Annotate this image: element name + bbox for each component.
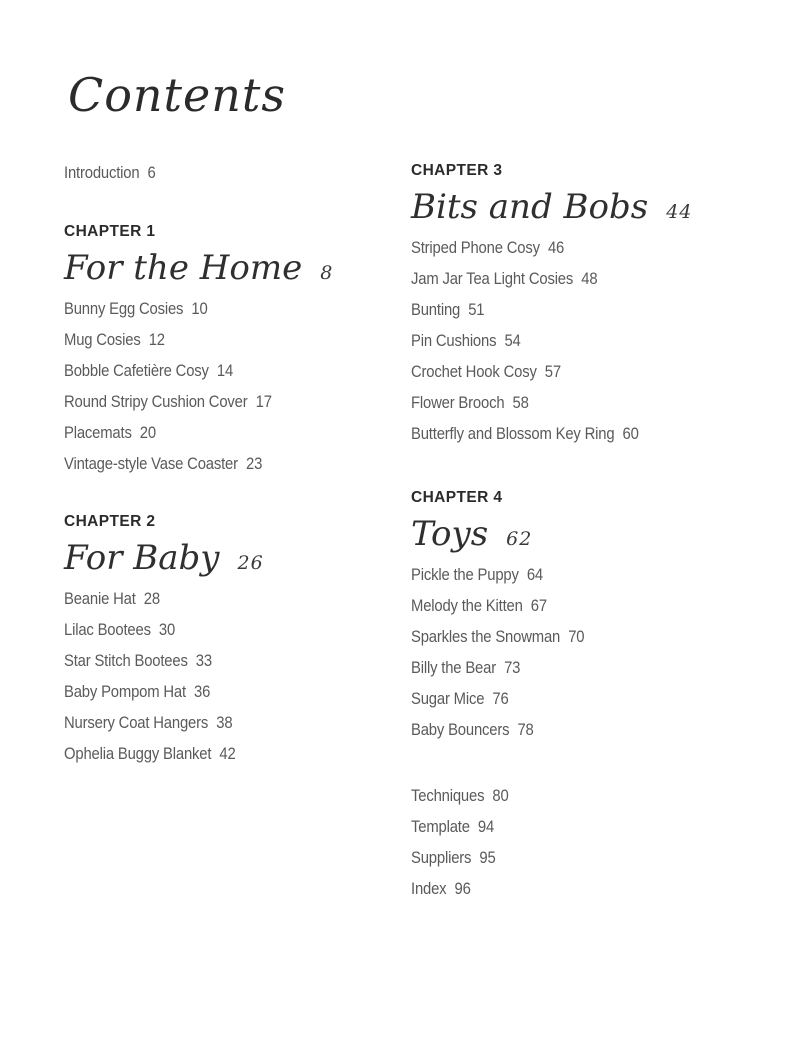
toc-entry-page: 73 — [504, 659, 521, 677]
toc-entry-page: 20 — [139, 424, 156, 442]
chapter-title-page: 8 — [320, 262, 334, 284]
toc-entry-label: Baby Pompom Hat — [64, 683, 186, 701]
toc-entry-label: Sugar Mice — [411, 690, 485, 708]
toc-entry-label: Beanie Hat — [64, 590, 136, 608]
chapter-title-page: 44 — [666, 201, 693, 223]
toc-entry-index — [411, 874, 717, 905]
chapter-2-label: CHAPTER 2 — [64, 513, 156, 530]
chapter-title-page: 26 — [237, 552, 264, 574]
toc-entry — [64, 677, 352, 708]
toc-entry-page: 57 — [544, 363, 561, 381]
toc-entry — [64, 325, 352, 356]
toc-entry-suppliers — [411, 843, 717, 874]
toc-entry — [411, 560, 717, 591]
contents-right-column — [411, 158, 751, 905]
toc-entry-page: 28 — [143, 590, 160, 608]
chapter-2-items — [64, 584, 384, 770]
toc-entry-page: 76 — [492, 690, 509, 708]
toc-entry — [64, 449, 352, 480]
chapter-title-text: Bits and Bobs — [411, 187, 649, 227]
toc-entry-techniques — [411, 781, 717, 812]
toc-entry-page: 60 — [622, 425, 639, 443]
toc-entry-page: 54 — [504, 332, 521, 350]
toc-entry-label: Index — [411, 880, 447, 898]
toc-entry-label: Lilac Bootees — [64, 621, 151, 639]
toc-entry-label: Sparkles the Snowman — [411, 628, 561, 646]
toc-entry-label: Bobble Cafetière Cosy — [64, 362, 209, 380]
chapter-1-section — [64, 222, 384, 480]
chapter-1-label: CHAPTER 1 — [64, 223, 156, 240]
toc-entry-page: 51 — [468, 301, 485, 319]
chapter-title-text: For the Home — [64, 248, 303, 288]
toc-entry — [411, 653, 717, 684]
chapter-1-title — [64, 242, 384, 294]
toc-entry-page: 6 — [147, 164, 156, 182]
toc-entry-label: Placemats — [64, 424, 132, 442]
toc-entry-label: Vintage-style Vase Coaster — [64, 455, 238, 473]
chapter-title-text: For Baby — [64, 538, 220, 578]
chapter-title-text: Toys — [411, 514, 489, 554]
chapter-1-items — [64, 294, 384, 480]
toc-entry-label: Striped Phone Cosy — [411, 239, 540, 257]
toc-entry-page: 46 — [547, 239, 565, 257]
toc-entry — [411, 715, 717, 746]
toc-entry-page: 67 — [530, 597, 547, 615]
toc-entry-label: Introduction — [64, 164, 140, 182]
toc-entry — [411, 357, 717, 388]
toc-entry-label: Flower Brooch — [411, 394, 505, 412]
toc-entry — [64, 615, 352, 646]
toc-entry — [411, 295, 717, 326]
toc-entry-page: 17 — [255, 393, 272, 411]
toc-entry-label: Techniques — [411, 787, 485, 805]
toc-entry-page: 96 — [454, 880, 471, 898]
toc-entry — [64, 418, 352, 449]
toc-entry — [411, 233, 717, 264]
toc-entry-label: Suppliers — [411, 849, 472, 867]
toc-entry-introduction — [64, 158, 352, 189]
toc-entry-page: 36 — [194, 683, 211, 701]
toc-entry-page: 94 — [477, 818, 495, 836]
toc-entry-template — [411, 812, 717, 843]
toc-entry-label: Nursery Coat Hangers — [64, 714, 209, 732]
toc-entry-page: 64 — [526, 566, 544, 584]
toc-entry-page: 58 — [512, 394, 529, 412]
toc-entry — [411, 622, 717, 653]
toc-entry-page: 95 — [479, 849, 496, 867]
toc-entry-page: 42 — [219, 745, 236, 763]
toc-entry-page: 10 — [191, 300, 208, 318]
toc-entry-page: 33 — [195, 652, 212, 670]
toc-entry-page: 80 — [492, 787, 509, 805]
chapter-3-label: CHAPTER 3 — [411, 162, 503, 179]
toc-entry-label: Baby Bouncers — [411, 721, 510, 739]
toc-entry-label: Melody the Kitten — [411, 597, 523, 615]
chapter-2-section — [64, 512, 384, 770]
chapter-4-items — [411, 560, 751, 746]
toc-entry — [411, 326, 717, 357]
chapter-3-section — [411, 161, 751, 450]
toc-entry-label: Bunny Egg Cosies — [64, 300, 184, 318]
toc-entry-label: Template — [411, 818, 470, 836]
toc-entry-label: Butterfly and Blossom Key Ring — [411, 425, 615, 443]
toc-entry-label: Crochet Hook Cosy — [411, 363, 537, 381]
page-title: Contents — [68, 68, 286, 122]
toc-entry — [411, 684, 717, 715]
toc-entry — [64, 356, 352, 387]
chapter-4-title — [411, 508, 751, 560]
toc-entry — [64, 646, 352, 677]
chapter-4-section — [411, 488, 751, 746]
toc-entry — [411, 388, 717, 419]
toc-entry — [411, 591, 717, 622]
toc-entry — [411, 264, 717, 295]
toc-entry-page: 30 — [158, 621, 176, 639]
toc-entry — [64, 294, 352, 325]
chapter-4-label: CHAPTER 4 — [411, 489, 503, 506]
toc-entry-label: Pickle the Puppy — [411, 566, 519, 584]
toc-entry-page: 38 — [216, 714, 233, 732]
toc-entry — [64, 387, 352, 418]
toc-entry — [64, 708, 352, 739]
contents-left-column — [64, 158, 384, 770]
toc-entry-label: Star Stitch Bootees — [64, 652, 188, 670]
toc-entry-page: 48 — [581, 270, 598, 288]
toc-entry-label: Pin Cushions — [411, 332, 497, 350]
backmatter-section — [411, 781, 751, 905]
chapter-title-page: 62 — [506, 528, 533, 550]
toc-entry-page: 70 — [568, 628, 585, 646]
toc-entry — [64, 584, 352, 615]
chapter-2-title — [64, 532, 384, 584]
toc-entry-label: Mug Cosies — [64, 331, 141, 349]
toc-entry — [411, 419, 717, 450]
toc-entry-label: Round Stripy Cushion Cover — [64, 393, 248, 411]
toc-entry-page: 23 — [245, 455, 263, 473]
toc-entry-page: 12 — [148, 331, 165, 349]
toc-entry-page: 14 — [216, 362, 234, 380]
chapter-3-items — [411, 233, 751, 450]
toc-entry — [64, 739, 352, 770]
toc-entry-page: 78 — [517, 721, 534, 739]
toc-entry-label: Jam Jar Tea Light Cosies — [411, 270, 574, 288]
toc-entry-label: Bunting — [411, 301, 461, 319]
toc-entry-label: Ophelia Buggy Blanket — [64, 745, 212, 763]
toc-entry-label: Billy the Bear — [411, 659, 496, 677]
chapter-3-title — [411, 181, 751, 233]
